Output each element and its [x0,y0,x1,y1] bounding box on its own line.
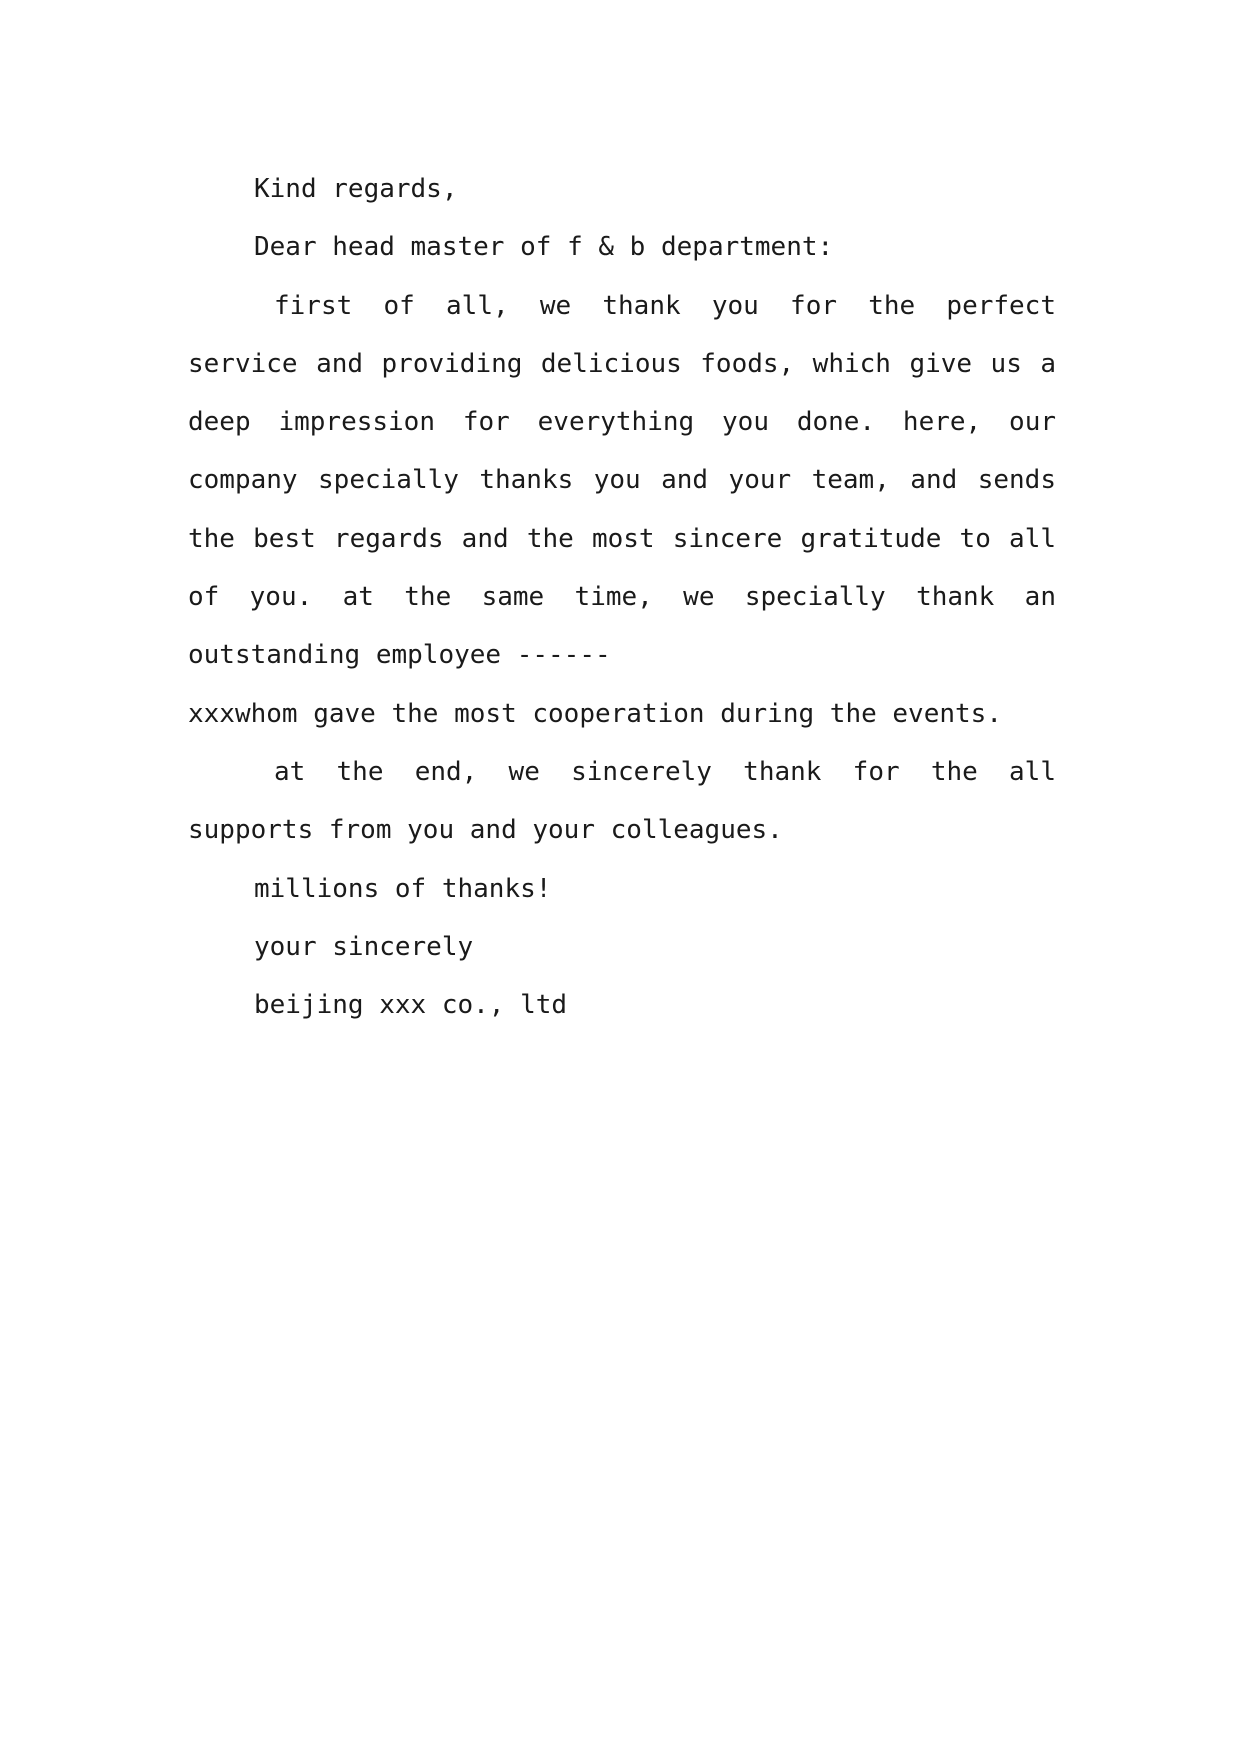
thanks-line: millions of thanks! [254,873,552,904]
body-paragraph-1 [188,277,1056,685]
letter-body [188,160,1056,1034]
body-paragraph-1-lead: first of all, we thank you for the perfect service and providing delicious foods, which give us a deep impression for everything you done. here, our company specially thanks you and your team, and sends the best regards and the most sincere gratitude to all of you. at the same time, we specially thank an outstanding employee ------ [188,290,1056,671]
salutation: Dear head master of f & b department: [254,232,834,263]
body-paragraph-1-tail: xxxwhom gave the most cooperation during the events. [188,698,1002,729]
sign-off: your sincerely [254,931,474,962]
company-name: beijing xxx co., ltd [254,990,568,1021]
body-paragraph-2: at the end, we sincerely thank for the all supports from you and your colleagues. [188,756,1056,846]
closing-top: Kind regards, [254,174,458,204]
